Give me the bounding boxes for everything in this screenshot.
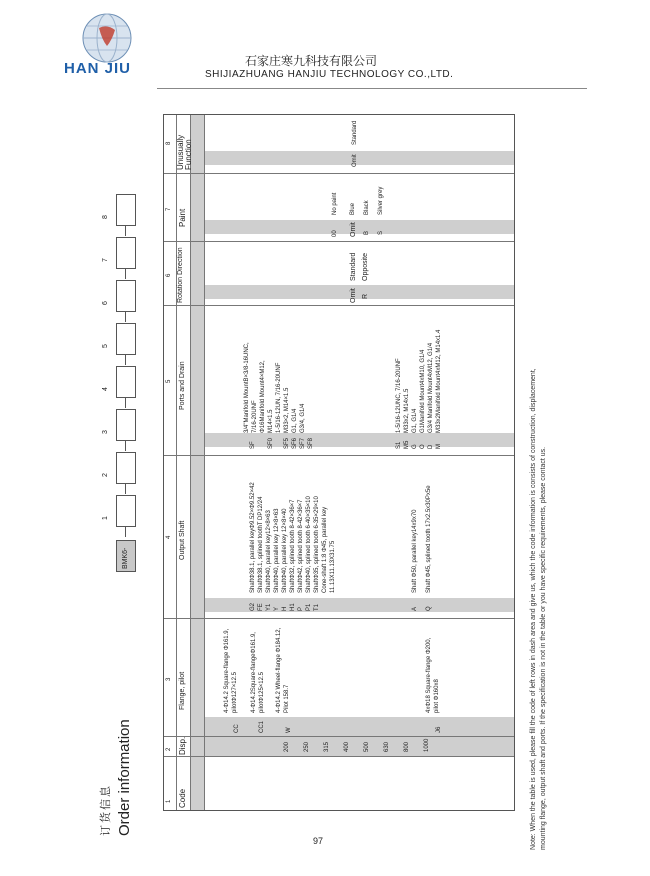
disp-value: 800 [404,741,410,752]
port-code: SF0 [268,437,274,449]
shaft-code-bg [190,598,514,612]
disp-value: 1000 [424,738,430,752]
code-box-4[interactable] [116,366,136,398]
shaft-desc: ShaftΦ40, parallel key12×8×63 [266,510,272,593]
port-code: S1 [396,441,402,449]
code-box-3[interactable] [116,409,136,441]
shaft-code: Y1 [266,603,272,611]
dash [125,355,126,365]
shaft-code: T1 [314,603,320,611]
col-num-1: 1 [166,799,172,803]
shaft-code: Q [426,606,432,611]
col-num-4: 4 [166,535,172,539]
header-code: Code [178,788,187,808]
dash [125,484,126,494]
dash [125,398,126,408]
shaft-code: H [282,606,288,611]
port-desc: Φ16Manifold Mount4×M12, [260,360,266,433]
port-code: SF6 [292,437,298,449]
port-desc: G1, G1/4 [292,408,298,433]
table-line [164,173,514,174]
port-code: D [428,444,434,449]
shaft-desc: ShaftΦ35, splined tooth 6-35×29×10 [314,496,320,593]
code-box-1[interactable] [116,495,136,527]
table-line [176,115,177,810]
shaft-code: P [298,606,304,611]
paint-desc: Black [364,200,370,215]
page-number: 97 [313,836,324,846]
table-line [164,736,514,737]
col-num-3: 3 [166,677,172,681]
code-box-label-4: 4 [102,387,109,391]
table-line [164,241,514,242]
code-box-6[interactable] [116,280,136,312]
dash [125,527,126,537]
shaft-desc: ShaftΦ40, parallel key 12×8×63 [274,508,280,593]
port-code: G [412,444,418,449]
rotation-desc: Opposite [362,252,369,281]
function-desc: Standard [352,120,358,145]
flange-desc: Pilot 158.7 [284,684,290,713]
col-num-8: 8 [166,141,172,145]
disp-value: 250 [304,741,310,752]
flange-code: W [286,727,292,733]
header-divider [157,88,587,89]
port-desc: M33×2, M14×1.5 [284,387,290,433]
header-shaft: Output Shaft [179,520,186,560]
port-code: M [436,444,442,449]
shaft-desc: ShaftΦ32, splined tooth 8-42×36×7 [290,499,296,593]
note [529,368,549,850]
code-box-prefix: BMK6- [116,540,136,572]
paint-desc: No paint [332,192,338,215]
flange-desc: pilotΦ125×12.5 [259,672,265,713]
port-code: SF [250,441,256,449]
shaft-code: G2 [250,602,256,611]
port-desc: 7/16-20UNF [252,400,258,433]
disp-column-bg [190,736,514,756]
paint-code: Omit [350,222,357,237]
rotation-code: R [362,293,369,299]
port-code: SF5 [284,437,290,449]
port-desc: M33x2, M14x1.5 [404,388,410,433]
shaft-code: Y [274,606,280,611]
note-line-2: mounting flange, output shaft and ports. If the specification is not in the table or you have specific requirements, please contact us. [540,446,547,850]
shaft-desc: ShaftΦ38.1, parallel keyΦ9.52×Φ9.52×42 [250,482,256,593]
shaft-desc: ShaftΦ38.1, splined toothT DP12/24 [258,496,264,593]
dash [125,312,126,322]
code-box-8[interactable] [116,194,136,226]
shaft-desc: Shaft Φ45, splined tooth 17x2.5x30Px5e [426,485,432,593]
code-box-label-2: 2 [102,473,109,477]
title-cn: 订货信息 [100,784,112,836]
port-desc: M33x2Manifold Mount4xM12, M14x1.4 [436,329,442,433]
header-flange: Flange, pilot [179,671,186,710]
code-box-2[interactable] [116,452,136,484]
port-code: SF8 [308,437,314,449]
port-desc: G3/4, G1/4 [300,403,306,433]
shaft-desc: Cone-shaft 1:8 Φ45, parallel key [322,506,328,593]
header-paint: Paint [178,208,187,227]
table-line [164,455,514,456]
port-desc: G3/4 Manifold Mount4xM12, G1/4 [428,342,434,433]
brand-name: HAN JIU [64,60,132,77]
port-desc: M14×1.5 [268,409,274,433]
col-num-7: 7 [166,207,172,211]
flange-code: J6 [436,726,442,733]
code-box-label-8: 8 [102,215,109,219]
port-code-bg [190,433,514,447]
header-ports: Ports and Drain [179,361,186,410]
title-en: Order information [116,719,133,836]
company-name-en: SHIJIAZHUANG HANJIU TECHNOLOGY CO.,LTD. [205,69,454,80]
flange-desc: pilotΦ127×12.5 [232,672,238,713]
code-box-5[interactable] [116,323,136,355]
port-code: SF7 [300,437,306,449]
port-desc: 1-5/16-12UN, 7/16-20UNF [276,362,282,433]
flange-code: CC1 [259,720,265,733]
code-box-label-5: 5 [102,344,109,348]
port-desc: 3/4"Manifold MountB×3/8-16UNC, [244,342,250,433]
disp-value: 315 [324,741,330,752]
header-function: Unusually Function [176,134,193,170]
shaft-desc: ShaftΦ42, splined tooth 8-42×36×7 [298,499,304,593]
rotation-code: Omit [350,288,357,303]
disp-value: 500 [364,741,370,752]
code-box-7[interactable] [116,237,136,269]
order-table [163,114,515,811]
flange-desc: 4-Φ14.2 Square-flange Φ161.9, [224,628,230,713]
shaft-code: P1 [306,603,312,611]
col-num-5: 5 [166,379,172,383]
rotation-desc: Standard [350,252,357,281]
disp-value: 400 [344,741,350,752]
table-line [190,115,191,810]
port-code: M5 [404,440,410,449]
header-rotation: Rotation Direction [177,247,184,303]
company-name-cn: 石家庄寒九科技有限公司 [245,54,378,68]
paint-desc: Silver grey [378,186,384,215]
note-line-1: Note: When the table is used, please fill the code of left rows in dash area and give us, which the code information is consists of construction, displacement, [530,368,537,850]
table-line [164,618,514,619]
port-desc: 1-5/16-12UNC, 7/16-20UNF [396,358,402,433]
shaft-code: FE [258,603,264,611]
disp-value: 630 [384,741,390,752]
code-box-label-6: 6 [102,301,109,305]
table-line [164,305,514,306]
disp-value: 200 [284,741,290,752]
col-num-2: 2 [166,747,172,751]
flange-desc: 4-Φ14.2Square-flangeΦ161.9, [251,632,257,713]
col-num-6: 6 [166,273,172,277]
dash [125,226,126,236]
port-desc: G1, G1/4 [412,408,418,433]
dash [125,269,126,279]
shaft-desc: ShaftΦ40, parallel key 12×8×40 [282,508,288,593]
function-code: Omit [352,154,358,167]
flange-desc: 4xΦ18 Square-flange Φ200, [426,637,432,713]
flange-desc: pilot Φ160x8 [434,679,440,713]
code-box-label-3: 3 [102,430,109,434]
table-line [204,115,205,810]
code-box-label-1: 1 [102,516,109,520]
shaft-code: H1 [290,603,296,611]
shaft-code: A [412,606,418,611]
paint-desc: Blue [350,202,356,215]
header-disp: Disp. [178,736,187,755]
shaft-desc: 11.13X11.13X31.75 [330,540,336,593]
code-box-label-7: 7 [102,258,109,262]
flange-desc: 4-Φ14.2 Wheel-flange Φ184.12, [276,627,282,713]
port-code: O [420,444,426,449]
shaft-desc: ShaftΦ40, splined tooth 6-40×35×10 [306,496,312,593]
paint-code: 00 [332,230,338,237]
paint-code: B [364,230,370,235]
shaft-desc: Shaft Φ50, parallel key14x9x70 [412,509,418,593]
dash [125,441,126,451]
flange-code: CC [234,724,240,733]
paint-code: S [378,230,384,235]
port-desc: G1Manifold Mount4xM10, G1/4 [420,349,426,433]
table-line [164,756,514,757]
